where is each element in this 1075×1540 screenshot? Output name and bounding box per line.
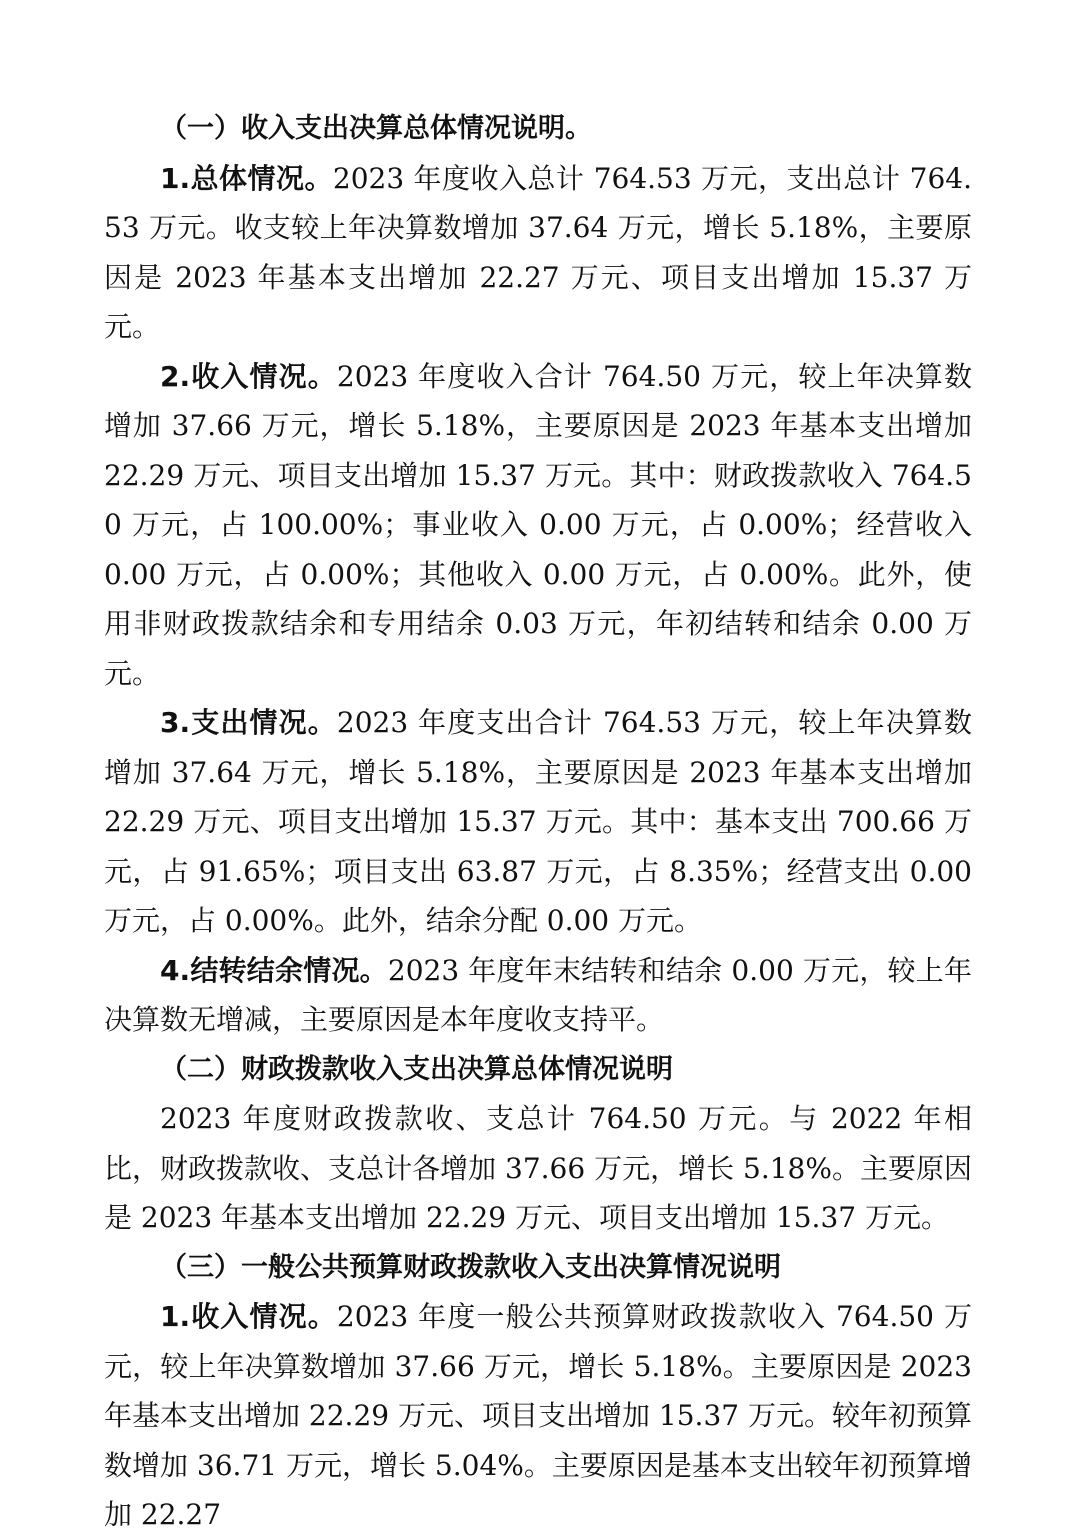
paragraph-lead: 4.结转结余情况。	[160, 953, 388, 987]
section-heading-3: （三）一般公共预算财政拨款收入支出决算情况说明	[160, 1251, 781, 1283]
paragraph-lead: 1.总体情况。	[160, 161, 333, 195]
paragraph-text: 2023 年度财政拨款收、支总计 764.50 万元。与 2022 年相比，财政拨款收、支总计各增加 37.66 万元，增长 5.18%。主要原因是 2023 年基本支出增加 22.29 万元、项目支出增加 15.37 万元。	[104, 1102, 972, 1234]
paragraph-text: 2023 年度支出合计 764.53 万元，较上年决算数增加 37.64 万元，增长 5.18%，主要原因是 2023 年基本支出增加 22.29 万元、项目支出增加 15.37 万元。其中：基本支出 700.66 万元，占 91.65%；项目支出 63.87 万元，占 8.35%；经营支出 0.00 万元，占 0.00%。此外，结余分配 0.00 万元。	[104, 706, 972, 937]
paragraph-text: 2023 年度收入总计 764.53 万元，支出总计 764.53 万元。收支较上年决算数增加 37.64 万元，增长 5.18%，主要原因是 2023 年基本支出增加 22.27 万元、项目支出增加 15.37 万元。	[104, 161, 972, 343]
paragraph-text: 2023 年度年末结转和结余 0.00 万元，较上年决算数无增减，主要原因是本年度收支持平。	[104, 953, 972, 1036]
paragraph-carryover	[104, 946, 972, 1045]
paragraph-general-budget-income	[104, 1292, 972, 1540]
paragraph-text: 2023 年度一般公共预算财政拨款收入 764.50 万元，较上年决算数增加 37.66 万元，增长 5.18%。主要原因是 2023 年基本支出增加 22.29 万元、项目支出增加 15.37 万元。较年初预算数增加 36.71 万元，增长 5.04%。主要原因是基本支出较年初预算增加 22.27	[104, 1300, 972, 1531]
paragraph-overall	[104, 154, 972, 352]
paragraph-lead: 3.支出情况。	[160, 706, 337, 739]
paragraph-text: 2023 年度收入合计 764.50 万元，较上年决算数增加 37.66 万元，增长 5.18%，主要原因是 2023 年基本支出增加 22.29 万元、项目支出增加 15.37 万元。其中：财政拨款收入 764.50 万元，占 100.00%；事业收入 0.00 万元，占 0.00%；经营收入 0.00 万元，占 0.00%；其他收入 0.00 万元，占 0.00%。此外，使用非财政拨款结余和专用结余 0.03 万元，年初结转和结余 0.00 万元。	[104, 359, 972, 690]
paragraph-fiscal-total	[104, 1094, 972, 1243]
paragraph-income	[104, 352, 972, 699]
paragraph-lead: 1.收入情况。	[160, 1300, 337, 1333]
paragraph-lead: 2.收入情况。	[160, 359, 337, 393]
paragraph-expenditure	[104, 698, 972, 946]
section-heading-2: （二）财政拨款收入支出决算总体情况说明	[160, 1053, 673, 1085]
section-heading-1: （一）收入支出决算总体情况说明。	[160, 113, 592, 144]
